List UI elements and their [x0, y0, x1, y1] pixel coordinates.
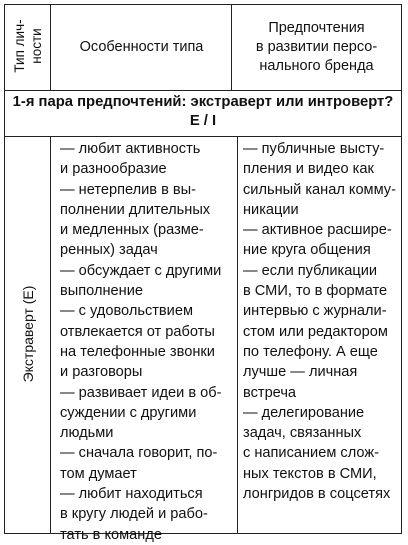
- col-divider-2-header: [231, 5, 232, 90]
- col-divider-1-header: [50, 5, 51, 90]
- col-divider-2-body: [237, 136, 238, 533]
- col-divider-1-body: [50, 136, 51, 533]
- row-type-label: Экстраверт (E): [20, 285, 36, 383]
- header-type-label: Тип лич- ности: [12, 19, 44, 73]
- header-type-cell: [5, 5, 51, 90]
- section-title: 1-я пара предпочтений: экстраверт или интроверт? E / I: [12, 94, 394, 129]
- header-brand-label: Предпочтения в развитии персо- нального бренда: [255, 20, 378, 74]
- header-features-cell: [51, 5, 232, 90]
- preferences-table: [4, 4, 402, 543]
- row-features-text: — любит активность и разнообразие — нетерпелив в вы- полнении длительных и медленных (разме- ренных) задач — обсуждает с другими выполнение — с удовольствием отвлекается от работы на телефонные звонки и разговоры — развивает идеи в об- суждении с другими людьми — сначала говорит, по- том думает — любит находиться в кругу людей и рабо- тать в команде: [60, 141, 222, 543]
- header-brand-cell: [232, 5, 401, 90]
- header-features-label: Особенности типа: [79, 39, 204, 55]
- header-bottom-border: [5, 90, 401, 91]
- section-title-bottom-border: [5, 136, 401, 137]
- row-type-cell: [5, 136, 51, 533]
- row-brand-text: — публичные высту- пления и видео как сильный канал комму- никации — активное расшире- ние круга общения — если публикации в СМИ, то в формате интервью с журнали- стом или редактором по телефону. А еще лучше — личная встреча — делегирование задач, связанных с написанием слож- ных текстов в СМИ, лонгридов в соцсетях: [243, 141, 396, 503]
